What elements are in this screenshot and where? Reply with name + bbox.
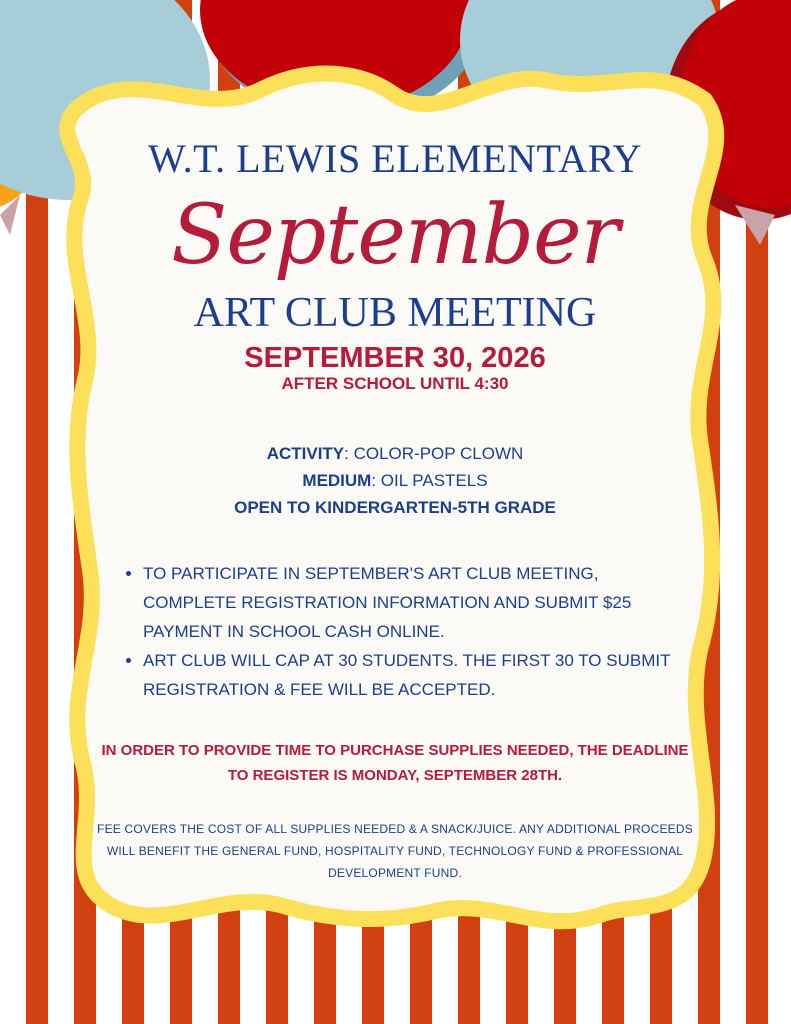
activity-label: ACTIVITY — [266, 444, 345, 463]
flyer-content — [95, 130, 695, 884]
fee-note: FEE COVERS THE COST OF ALL SUPPLIES NEEDED & A SNACK/JUICE. ANY ADDITIONAL PROCEEDS WILL BENEFIT THE GENERAL FUND, HOSPITALITY FUND, TECHNOLOGY FUND & PROFESSIONAL DEVELOPMENT FUND. — [97, 822, 693, 880]
medium-label: MEDIUM — [302, 471, 372, 490]
list-item: • TO PARTICIPATE IN SEPTEMBER'S ART CLUB MEETING, COMPLETE REGISTRATION INFORMATION AND SUBMIT $25 PAYMENT IN SCHOOL CASH ONLINE. — [143, 559, 695, 646]
deadline-notice: IN ORDER TO PROVIDE TIME TO PURCHASE SUPPLIES NEEDED, THE DEADLINE TO REGISTER IS MONDAY, SEPTEMBER 28TH. — [101, 742, 689, 784]
medium-line — [95, 467, 695, 494]
activity-line — [95, 440, 695, 467]
eligibility-line — [95, 494, 695, 521]
eligibility-text: OPEN TO KINDERGARTEN-5TH GRADE — [234, 498, 556, 517]
event-time: AFTER SCHOOL UNTIL 4:30 — [281, 374, 509, 393]
event-date: SEPTEMBER 30, 2026 — [244, 342, 546, 374]
meeting-title: ART CLUB MEETING — [193, 290, 597, 336]
school-name: W.T. LEWIS ELEMENTARY — [148, 136, 642, 181]
registration-bullets — [123, 559, 695, 704]
month-script-title: September — [171, 188, 619, 283]
activity-value: : COLOR-POP CLOWN — [344, 444, 524, 463]
list-item: • ART CLUB WILL CAP AT 30 STUDENTS. THE FIRST 30 TO SUBMIT REGISTRATION & FEE WILL BE ACCEPTED. — [143, 646, 695, 704]
medium-value: : OIL PASTELS — [371, 471, 488, 490]
activity-details — [95, 440, 695, 521]
